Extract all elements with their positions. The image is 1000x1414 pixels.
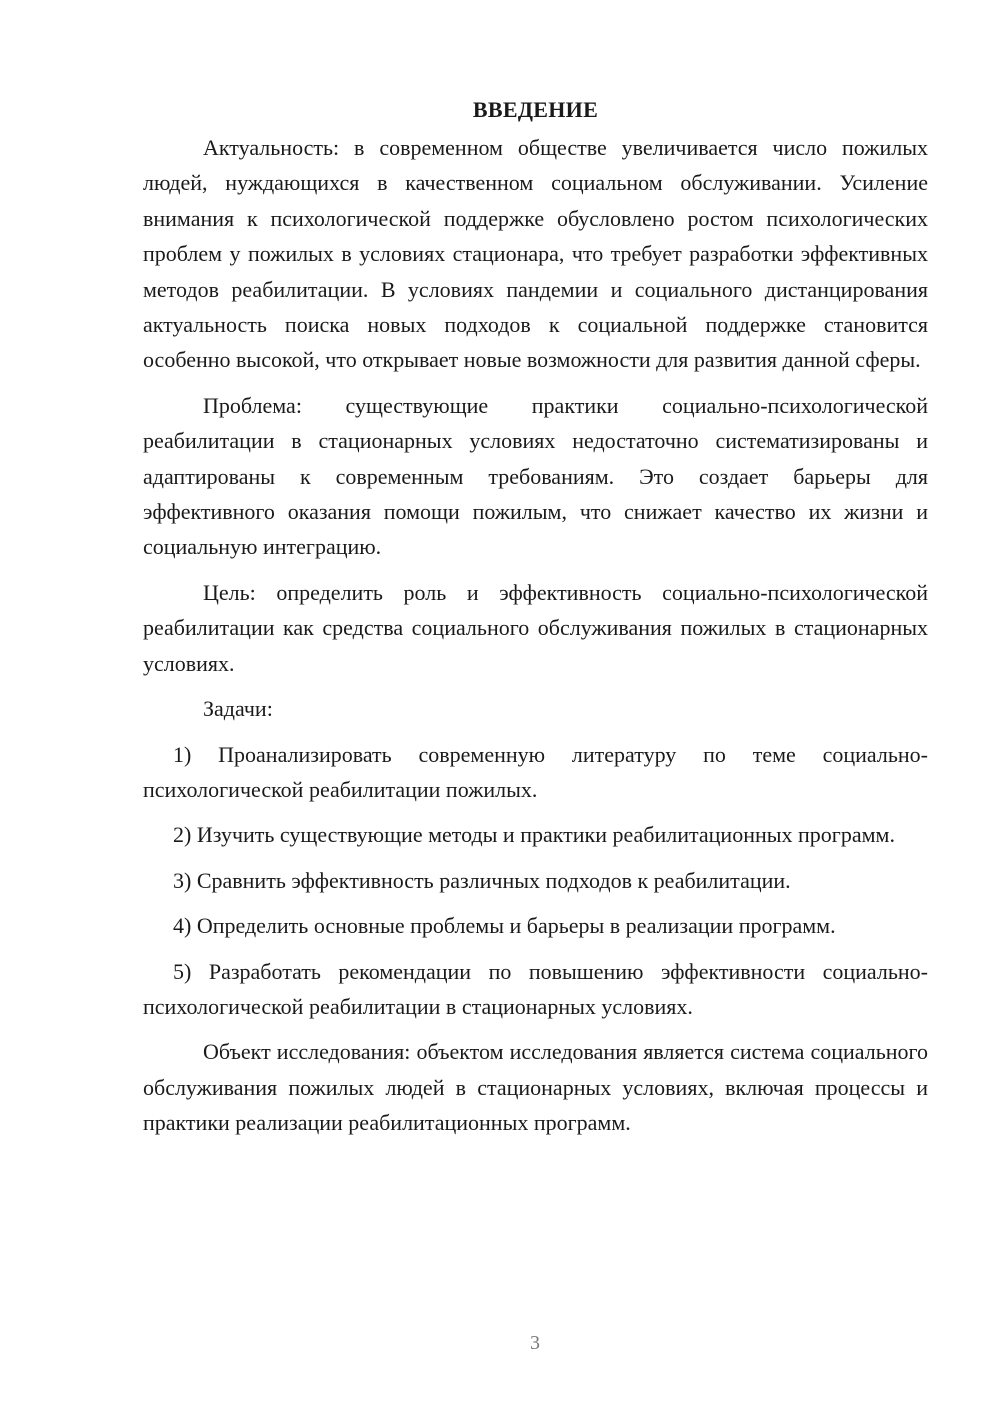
task-item-4: 4) Определить основные проблемы и барьеры в реализации программ. bbox=[173, 913, 836, 939]
paragraph-relevance: Актуальность: в современном обществе увеличивается число пожилых людей, нуждающихся в качественном социальном обслуживании. Усиление внимания к психологической поддержке обусловлено ростом психологических проблем у пожилых в условиях стационара, что требует разработки эффективных методов реабилитации. В условиях пандемии и социального дистанцирования актуальность поиска новых подходов к социальной поддержке становится особенно высокой, что открывает новые возможности для развития данной сферы. bbox=[143, 135, 928, 373]
section-title: ВВЕДЕНИЕ bbox=[472, 97, 599, 122]
task-item-2: 2) Изучить существующие методы и практики реабилитационных программ. bbox=[173, 822, 895, 848]
page-number: 3 bbox=[530, 1332, 540, 1354]
paragraph-object: Объект исследования: объектом исследования является система социального обслуживания пожилых людей в стационарных условиях, включая процессы и практики реализации реабилитационных программ. bbox=[143, 1039, 928, 1136]
paragraph-problem: Проблема: существующие практики социально-психологической реабилитации в стационарных условиях недостаточно систематизированы и адаптированы к современным требованиям. Это создает барьеры для эффективного оказания помощи пожилым, что снижает качество их жизни и социальную интеграцию. bbox=[143, 392, 928, 560]
tasks-heading: Задачи: bbox=[203, 696, 273, 722]
task-item-5: 5) Разработать рекомендации по повышению эффективности социально-психологической реабилитации в стационарных условиях. bbox=[143, 958, 928, 1019]
paragraph-goal: Цель: определить роль и эффективность социально-психологической реабилитации как средства социального обслуживания пожилых в стационарных условиях. bbox=[143, 579, 928, 676]
task-item-1: 1) Проанализировать современную литературу по теме социально-психологической реабилитации пожилых. bbox=[143, 741, 928, 802]
task-item-3: 3) Сравнить эффективность различных подходов к реабилитации. bbox=[173, 867, 791, 893]
document-page bbox=[143, 92, 928, 1151]
